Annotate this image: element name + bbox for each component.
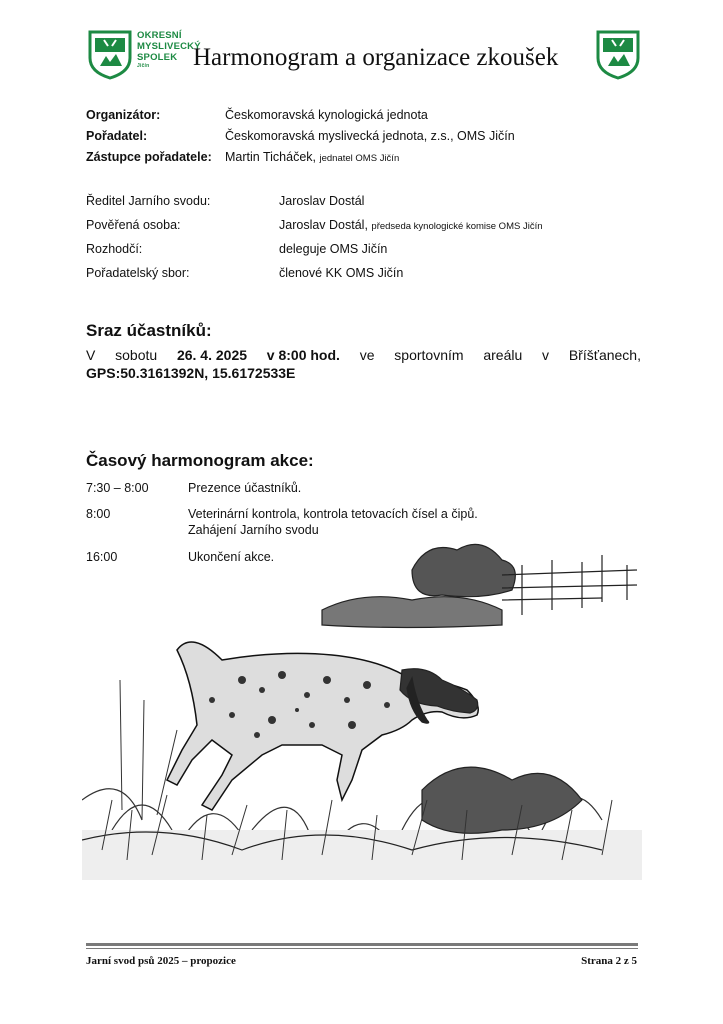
- logo-left: [86, 28, 134, 80]
- role-row-director: [86, 194, 365, 208]
- role-key: Ředitel Jarního svodu:: [86, 194, 211, 208]
- logo-line-3: SPOLEK: [137, 52, 178, 63]
- schedule-desc: Prezence účastníků.: [188, 481, 302, 495]
- page-title: Harmonogram a organizace zkoušek: [193, 44, 559, 71]
- logo-line-1: OKRESNÍ: [137, 30, 182, 41]
- logo-line-small: Jičín: [137, 63, 150, 69]
- sraz-word: v: [542, 347, 550, 363]
- sraz-gps: GPS:50.3161392N, 15.6172533E: [86, 365, 296, 381]
- role-value: [279, 218, 543, 232]
- role-value-note: předseda kynologické komise OMS Jičín: [371, 221, 543, 232]
- org-value: Českomoravská kynologická jednota: [225, 108, 428, 122]
- footer-divider-thin: [86, 948, 638, 949]
- role-value: členové KK OMS Jičín: [279, 266, 404, 280]
- sraz-word: sobotu: [115, 347, 158, 363]
- org-key: Zástupce pořadatele:: [86, 150, 212, 164]
- sraz-heading: Sraz účastníků:: [86, 321, 212, 340]
- schedule-desc: Ukončení akce.: [188, 550, 275, 564]
- role-key: Pořadatelský sbor:: [86, 266, 190, 280]
- dog-illustration: [82, 530, 642, 880]
- role-row-authorized: [86, 218, 543, 232]
- logo-text: [137, 30, 201, 70]
- schedule-desc-line: Zahájení Jarního svodu: [188, 523, 319, 537]
- role-row-staff: [86, 266, 404, 280]
- sraz-word: sportovním: [394, 347, 464, 363]
- sraz-word: ve: [359, 347, 375, 363]
- sraz-word: Bříšťanech,: [568, 347, 641, 363]
- sraz-text: [86, 346, 641, 382]
- logo-line-2: MYSLIVECKÝ: [137, 41, 201, 52]
- footer-divider: [86, 943, 638, 946]
- org-value-main: Martin Ticháček,: [225, 150, 317, 164]
- role-key: Rozhodčí:: [86, 242, 143, 256]
- schedule-time: 7:30 – 8:00: [86, 481, 149, 495]
- schedule-desc-line: Veterinární kontrola, kontrola tetovacích čísel a čipů.: [188, 507, 478, 521]
- sraz-word: areálu: [483, 347, 523, 363]
- footer-page-number: Strana 2 z 5: [581, 955, 637, 967]
- role-value: Jaroslav Dostál: [279, 194, 365, 208]
- role-value-main: Jaroslav Dostál,: [279, 218, 368, 232]
- schedule-heading: Časový harmonogram akce:: [86, 451, 314, 470]
- schedule-time: 8:00: [86, 507, 111, 521]
- footer-left: Jarní svod psů 2025 – propozice: [86, 955, 236, 967]
- org-value: Českomoravská myslivecká jednota, z.s., OMS Jičín: [225, 129, 515, 143]
- org-key: Pořadatel:: [86, 129, 148, 143]
- org-key: Organizátor:: [86, 108, 161, 122]
- sraz-time: v 8:00 hod.: [266, 347, 340, 363]
- role-value: deleguje OMS Jičín: [279, 242, 388, 256]
- org-value-note: jednatel OMS Jičín: [319, 153, 400, 164]
- org-value: [225, 150, 399, 164]
- role-key: Pověřená osoba:: [86, 218, 181, 232]
- schedule-time: 16:00: [86, 550, 118, 564]
- sraz-word: V: [86, 347, 96, 363]
- role-row-judge: [86, 242, 388, 256]
- logo-right: [594, 28, 642, 80]
- sraz-date: 26. 4. 2025: [176, 347, 248, 363]
